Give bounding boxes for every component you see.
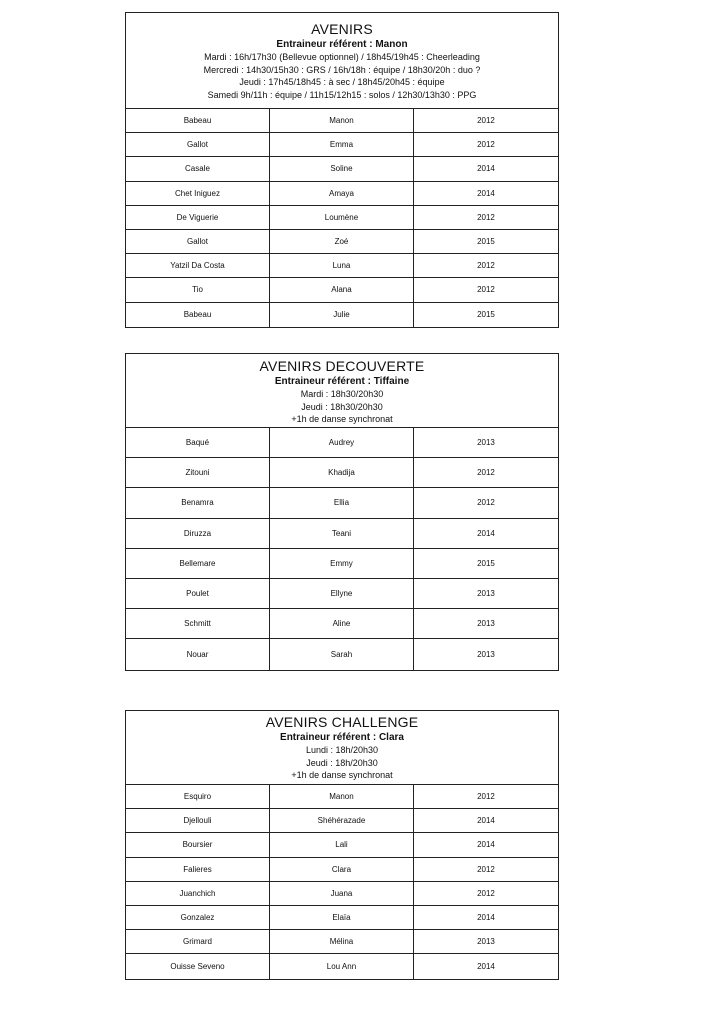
table-row	[126, 809, 558, 833]
member-table	[126, 785, 558, 979]
member-first-name: Soline	[270, 157, 414, 180]
member-first-name: Shéhérazade	[270, 809, 414, 832]
member-last-name: Chet Iniguez	[126, 182, 270, 205]
member-last-name: Casale	[126, 157, 270, 180]
member-birth-year: 2013	[477, 937, 495, 947]
member-first-name: Emmy	[270, 549, 414, 578]
group-header	[126, 354, 558, 428]
member-last-name: Poulet	[126, 579, 270, 608]
schedule-line: Mardi : 18h30/20h30	[300, 389, 384, 399]
member-first-name: Aline	[270, 609, 414, 638]
schedule-line: Mardi : 16h/17h30 (Bellevue optionnel) / 18h45/19h45 : Cheerleading	[204, 52, 480, 62]
member-birth-year: 2013	[477, 438, 495, 448]
table-row	[126, 906, 558, 930]
member-birth-year: 2013	[477, 649, 495, 659]
table-row	[126, 930, 558, 954]
member-birth-year: 2012	[477, 285, 495, 295]
member-first-name: Alana	[270, 278, 414, 301]
table-row	[126, 109, 558, 133]
member-first-name: Elaïa	[270, 906, 414, 929]
group-title: AVENIRS CHALLENGE	[265, 714, 419, 730]
member-first-name: Emma	[270, 133, 414, 156]
schedule-line: Samedi 9h/11h : équipe / 11h15/12h15 : solos / 12h30/13h30 : PPG	[207, 89, 477, 100]
table-row	[126, 833, 558, 857]
member-first-name: Amaya	[270, 182, 414, 205]
member-last-name: Falieres	[126, 858, 270, 881]
table-row	[126, 230, 558, 254]
table-row	[126, 519, 558, 549]
member-last-name: Zitouni	[126, 458, 270, 487]
group-avenirs-decouverte	[125, 353, 559, 671]
member-table	[126, 428, 558, 670]
member-last-name: Gonzalez	[126, 906, 270, 929]
group-coach: Entraineur référent : Tiffaine	[274, 376, 410, 387]
member-birth-year: 2015	[477, 558, 495, 568]
group-coach: Entraineur référent : Clara	[280, 732, 404, 743]
table-row	[126, 133, 558, 157]
member-birth-year: 2015	[477, 310, 495, 320]
member-birth-year: 2012	[477, 261, 495, 271]
table-row	[126, 639, 558, 669]
member-last-name: Ouisse Seveno	[126, 954, 270, 978]
member-birth-year: 2014	[477, 913, 495, 923]
table-row	[126, 303, 558, 327]
member-birth-year: 2012	[477, 864, 495, 874]
member-first-name: Sarah	[270, 639, 414, 669]
member-last-name: Benamra	[126, 488, 270, 517]
member-first-name: Manon	[270, 785, 414, 808]
member-last-name: Tio	[126, 278, 270, 301]
member-last-name: Gallot	[126, 230, 270, 253]
group-title: AVENIRS	[311, 21, 373, 37]
member-last-name: Gallot	[126, 133, 270, 156]
member-birth-year: 2014	[477, 840, 495, 850]
group-header	[126, 711, 558, 785]
schedule-line: +1h de danse synchronat	[291, 414, 393, 424]
member-birth-year: 2015	[477, 237, 495, 247]
member-birth-year: 2014	[477, 164, 495, 174]
member-birth-year: 2014	[477, 961, 495, 971]
table-row	[126, 458, 558, 488]
member-first-name: Lali	[270, 833, 414, 856]
member-birth-year: 2014	[477, 816, 495, 826]
member-birth-year: 2012	[477, 888, 495, 898]
table-row	[126, 785, 558, 809]
table-row	[126, 254, 558, 278]
member-last-name: Juanchich	[126, 882, 270, 905]
member-birth-year: 2013	[477, 589, 495, 599]
member-first-name: Julie	[270, 303, 414, 327]
table-row	[126, 609, 558, 639]
schedule-line: +1h de danse synchronat	[291, 770, 393, 780]
table-row	[126, 579, 558, 609]
table-row	[126, 157, 558, 181]
member-first-name: Mélina	[270, 930, 414, 953]
member-last-name: Schmitt	[126, 609, 270, 638]
member-birth-year: 2012	[477, 468, 495, 478]
member-first-name: Teani	[270, 519, 414, 548]
member-first-name: Luna	[270, 254, 414, 277]
group-coach: Entraineur référent : Manon	[276, 39, 408, 50]
member-last-name: Nouar	[126, 639, 270, 669]
table-row	[126, 488, 558, 518]
member-last-name: Yatzil Da Costa	[126, 254, 270, 277]
member-last-name: Babeau	[126, 303, 270, 327]
member-last-name: De Viguerie	[126, 206, 270, 229]
member-birth-year: 2012	[477, 140, 495, 150]
member-first-name: Juana	[270, 882, 414, 905]
table-row	[126, 954, 558, 978]
member-birth-year: 2012	[477, 212, 495, 222]
member-last-name: Boursier	[126, 833, 270, 856]
group-avenirs-challenge	[125, 710, 559, 980]
member-last-name: Djellouli	[126, 809, 270, 832]
member-birth-year: 2012	[477, 792, 495, 802]
member-first-name: Zoé	[270, 230, 414, 253]
member-last-name: Bellemare	[126, 549, 270, 578]
member-birth-year: 2012	[477, 498, 495, 508]
table-row	[126, 428, 558, 458]
member-first-name: Ellyne	[270, 579, 414, 608]
table-row	[126, 549, 558, 579]
member-table	[126, 109, 558, 327]
table-row	[126, 858, 558, 882]
member-last-name: Diruzza	[126, 519, 270, 548]
table-row	[126, 278, 558, 302]
table-row	[126, 182, 558, 206]
table-row	[126, 882, 558, 906]
member-birth-year: 2012	[477, 116, 495, 126]
group-avenirs	[125, 12, 559, 328]
group-title: AVENIRS DECOUVERTE	[259, 358, 425, 374]
schedule-line: Jeudi : 17h45/18h45 : à sec / 18h45/20h45 : équipe	[239, 77, 445, 87]
member-first-name: Loumène	[270, 206, 414, 229]
schedule-line: Jeudi : 18h30/20h30	[301, 401, 383, 412]
member-first-name: Ellia	[270, 488, 414, 517]
member-first-name: Clara	[270, 858, 414, 881]
member-birth-year: 2014	[477, 528, 495, 538]
table-row	[126, 206, 558, 230]
member-last-name: Babeau	[126, 109, 270, 132]
member-last-name: Grimard	[126, 930, 270, 953]
member-first-name: Khadija	[270, 458, 414, 487]
group-header	[126, 13, 558, 109]
member-first-name: Manon	[270, 109, 414, 132]
schedule-line: Mercredi : 14h30/15h30 : GRS / 16h/18h : équipe / 18h30/20h : duo ?	[203, 64, 481, 75]
schedule-line: Jeudi : 18h/20h30	[306, 757, 378, 768]
member-last-name: Esquiro	[126, 785, 270, 808]
member-last-name: Baqué	[126, 428, 270, 457]
schedule-line: Lundi : 18h/20h30	[305, 745, 379, 755]
member-birth-year: 2014	[477, 188, 495, 198]
member-first-name: Audrey	[270, 428, 414, 457]
member-first-name: Lou Ann	[270, 954, 414, 978]
member-birth-year: 2013	[477, 619, 495, 629]
